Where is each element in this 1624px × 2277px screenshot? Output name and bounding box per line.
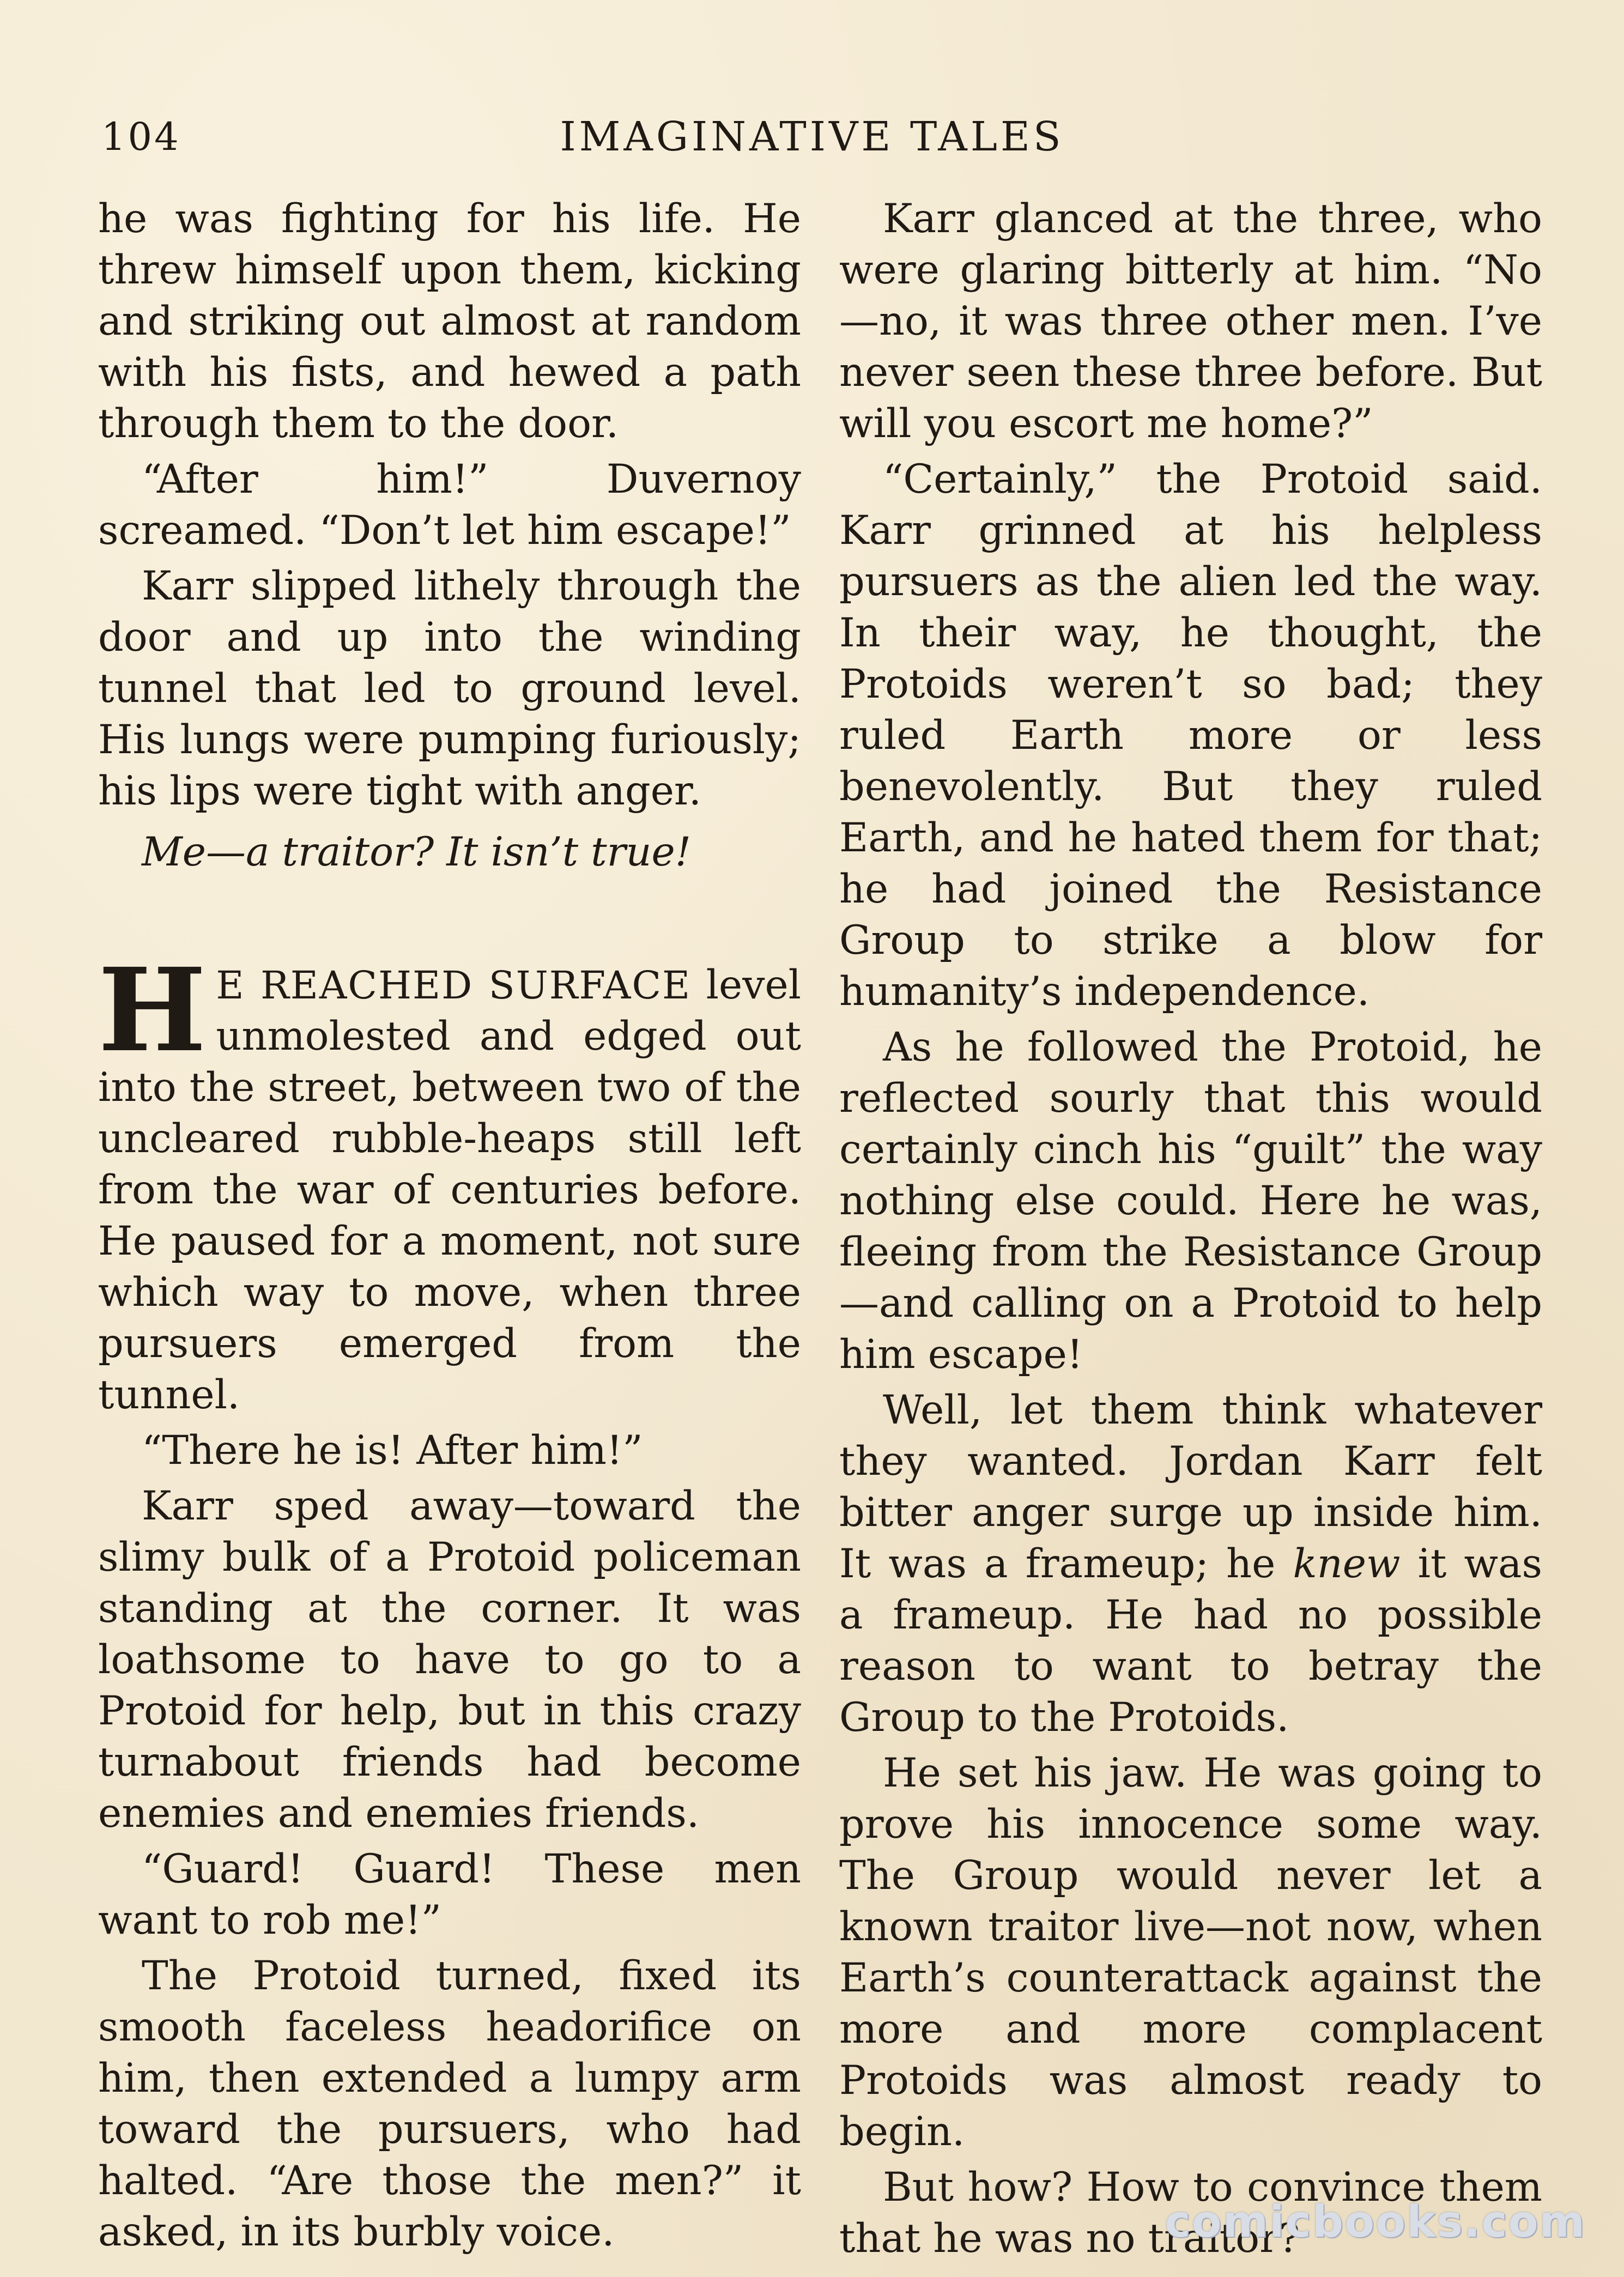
paragraph-text: it was a frameup. He had no possible reason to want to betray the Group to the Protoids. [839, 1541, 1542, 1741]
paragraph: “After him!” Duvernoy screamed. “Don’t let him escape!” [98, 456, 801, 554]
section-start-paragraph [98, 943, 801, 1421]
paragraph-text: Well, let them think whatever they wanted. Jordan Karr felt bitter anger surge up inside him. It was a frameup; he [839, 1387, 1542, 1587]
paragraph: “Certainly,” the Protoid said. Karr grinned at his helpless pursuers as the alien led the way. In their way, he thought, the Protoids weren’t so bad; they ruled Earth more or less benevolently. But they ruled Earth, and he hated them for that; he had joined the Resistance Group to strike a blow for humanity’s independence. [839, 456, 1542, 1015]
paragraph: Karr slipped lithely through the door and up into the winding tunnel that led to ground level. His lungs were pumping furiously; his lips were tight with anger. [98, 563, 801, 814]
paragraph: “Guard! Guard! These men want to rob me!” [98, 1846, 801, 1943]
emphasis: knew [1293, 1541, 1401, 1587]
page-number: 104 [101, 114, 181, 159]
paragraph: But how? How to convince them that he was no traitor? [839, 2164, 1542, 2262]
paragraph-text: level unmolested and edged out into the street, between two of the uncleared rubble-heaps still left from the war of centuries before. He paused for a moment, not sure which way to move, when three pursuers emerged from the tunnel. [98, 962, 801, 1418]
italic-thought: Me—a traitor? It isn’t true! [142, 829, 692, 875]
left-column [98, 193, 801, 2262]
paragraph: Karr glanced at the three, who were glaring bitterly at him. “No—no, it was three other men. I’ve never seen these three before. But will you escort me home?” [839, 196, 1542, 447]
right-column [839, 193, 1542, 2269]
paragraph [839, 1385, 1542, 1743]
drop-cap: H [98, 943, 207, 1077]
watermark-logo: comicbooks.com [1165, 2196, 1586, 2247]
paragraph: He set his jaw. He was going to prove his innocence some way. The Group would never let a known traitor live—not now, when Earth’s counterattack against the more and more complacent Protoids was almost ready to begin. [839, 1750, 1542, 2155]
paragraph: As he followed the Protoid, he reflected sourly that this would certainly cinch his “guilt” the way nothing else could. Here he was, fleeing from the Resistance Group —and calling on a Protoid to help him escape! [839, 1024, 1542, 1378]
lead-in-caps: E REACHED SURFACE [216, 963, 692, 1008]
paragraph: “There he is! After him!” [142, 1427, 643, 1474]
paragraph: Karr sped away—toward the slimy bulk of a Protoid policeman standing at the corner. It was loathsome to have to go to a Protoid for help, but in this crazy turnabout friends had become enemies and enemies friends. [98, 1483, 801, 1837]
paragraph: The Protoid turned, fixed its smooth faceless headorifice on him, then extended a lumpy arm toward the pursuers, who had halted. “Are those the men?” it asked, in its burbly voice. [98, 1953, 801, 2255]
running-head: IMAGINATIVE TALES [560, 113, 1064, 160]
paragraph: he was fighting for his life. He threw himself upon them, kicking and striking out almost at random with his fists, and hewed a path through them to the door. [98, 196, 801, 447]
